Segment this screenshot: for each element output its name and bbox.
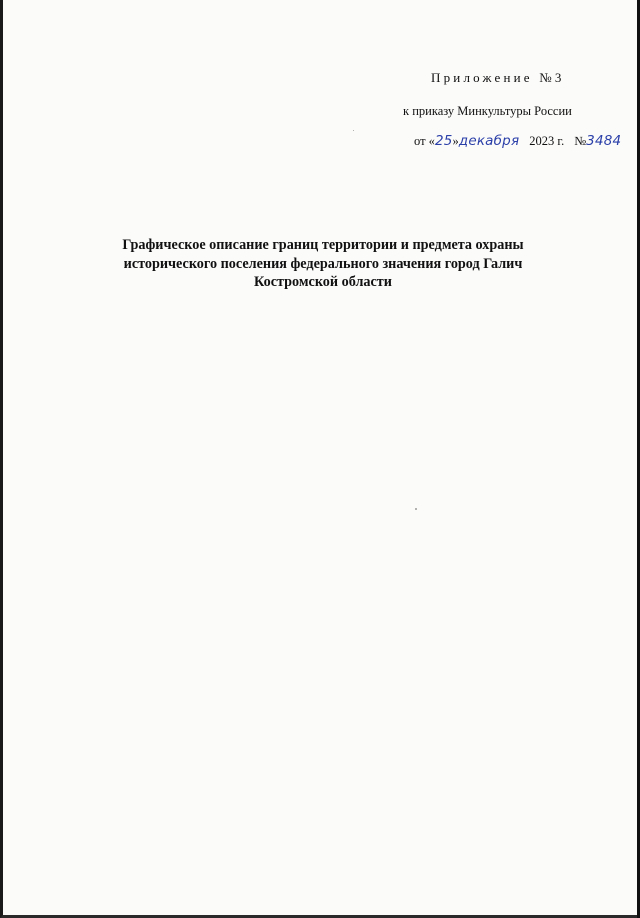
date-close-quote: » xyxy=(452,134,459,148)
title-line-3: Костромской области xyxy=(254,274,392,291)
title-line-1: Графическое описание границ территории и предмета охраны xyxy=(122,237,524,253)
date-month-handwritten: декабря xyxy=(458,133,520,149)
date-year: 2023 г. xyxy=(529,134,565,148)
document-title xyxy=(103,236,543,292)
title-line-2: исторического поселения федерального значения город Галич xyxy=(123,255,523,272)
order-date-line xyxy=(414,133,621,149)
scan-speck xyxy=(415,508,417,510)
number-prefix: № xyxy=(574,134,587,148)
scan-speck xyxy=(353,130,354,131)
date-prefix: от « xyxy=(414,134,435,148)
order-number-handwritten: 3484 xyxy=(586,133,622,149)
appendix-title: Приложение №3 xyxy=(431,70,565,85)
date-day-handwritten: 25 xyxy=(434,133,453,149)
order-reference: к приказу Минкультуры России xyxy=(403,104,572,118)
